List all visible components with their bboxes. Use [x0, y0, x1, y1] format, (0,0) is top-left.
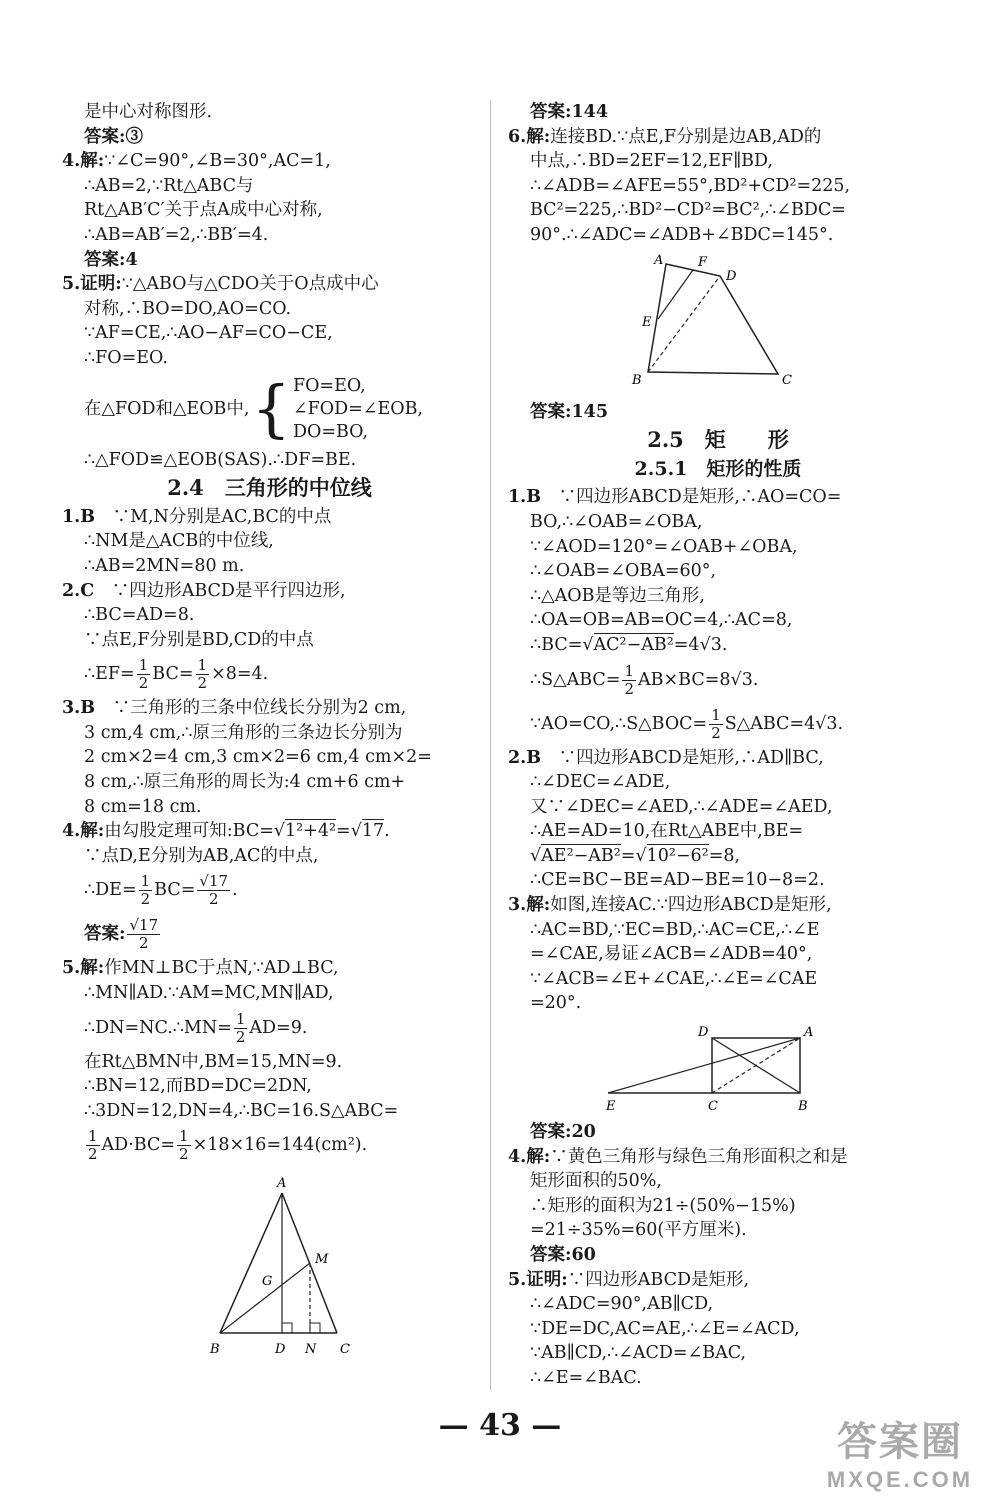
subsection-heading: 2.5.1 矩形的性质 — [634, 457, 802, 480]
answer-line: 答案:4 — [84, 249, 138, 270]
text-line: ∵∠ACB=∠E+∠CAE,∴∠E=∠CAE — [530, 968, 818, 989]
formula-line: ∴DE= $\frac{1}{2}$ BC= $\frac{√17}{2}$ . — [84, 872, 238, 909]
text-line: =21÷35%=60(平方厘米). — [530, 1220, 747, 1241]
text-line: ∵四边形ABCD是平行四边形, — [111, 580, 346, 601]
text-line: 中点,∴BD=2EF=12,EF∥BD, — [530, 151, 773, 172]
text-line: ∴∠OAB=∠OBA=60°, — [530, 561, 717, 582]
question-number: 5. — [62, 274, 81, 295]
solution-tag: 证明: — [526, 1269, 568, 1290]
svg-text:F: F — [698, 254, 708, 270]
svg-text:B: B — [632, 372, 642, 388]
formula-line: √AE²−AB²=√10²−6²=8, — [530, 845, 741, 866]
question-number: 1. — [62, 506, 81, 527]
text-line: ∴矩形的面积为21÷(50%−15%) — [530, 1195, 796, 1216]
question-number: 2. — [62, 580, 81, 601]
text-line: ∵黄色三角形与绿色三角形面积之和是 — [550, 1146, 848, 1167]
text-line: 8 cm=18 cm. — [84, 796, 202, 817]
watermark — [810, 1410, 990, 1493]
text-line: ∵△ABO与△CDO关于O点成中心 — [121, 274, 379, 295]
text-line: ∵AB∥CD,∴∠ACD=∠BAC, — [530, 1343, 747, 1364]
page-number: — 43 — — [438, 1408, 562, 1443]
text-line: 矩形面积的50%, — [530, 1171, 662, 1192]
svg-text:G: G — [262, 1274, 273, 1290]
text-line: ∴∠ADB=∠AFE=55°,BD²+CD²=225, — [530, 175, 851, 196]
svg-text:E: E — [606, 1099, 616, 1115]
svg-text:A: A — [804, 1025, 814, 1041]
text-line: ∴AC=BD,∵EC=BD,∴AC=CE,∴∠E — [530, 919, 820, 940]
text-line: ∴AB=2MN=80 m. — [84, 555, 245, 576]
system-row: ∠FOD=∠EOB, — [292, 398, 423, 419]
text-line: ∴CE=BC−BE=AD−BE=10−8=2. — [530, 870, 825, 891]
solution-tag: 解: — [80, 958, 105, 979]
text-line: ∴AB=AB′=2,∴BB′=4. — [84, 224, 269, 245]
text-line: 90°.∴∠ADC=∠ADB+∠BDC=145°. — [530, 224, 834, 245]
solution-tag: 解: — [526, 1146, 551, 1167]
svg-text:D: D — [698, 1025, 709, 1041]
choice-answer: B — [80, 506, 96, 527]
solution-tag: 解: — [80, 151, 105, 172]
solution-tag: 解: — [526, 126, 551, 147]
rectangle-figure — [508, 1022, 928, 1114]
text-line: 又∵∠DEC=∠AED,∴∠ADE=∠AED, — [530, 796, 833, 817]
quadrilateral-figure — [508, 254, 928, 394]
question-number: 6. — [508, 126, 527, 147]
equation-system: 在△FOD和△EOB中, { FO=EO, ∠FOD=∠EOB, DO=BO, — [84, 372, 423, 446]
svg-text:D: D — [726, 268, 737, 284]
text-line: ∵四边形ABCD是矩形,∴AD∥BC, — [558, 747, 824, 768]
question-number: 5. — [508, 1269, 527, 1290]
choice-answer: B — [526, 487, 542, 508]
svg-text:N: N — [305, 1342, 317, 1358]
section-heading: 2.5 矩 形 — [647, 427, 789, 453]
question-number: 4. — [508, 1146, 527, 1167]
text-line: ∴MN∥AD.∵AM=MC,MN∥AD, — [84, 983, 334, 1004]
text-line: ∵AF=CE,∴AO−AF=CO−CE, — [84, 323, 333, 344]
system-row: FO=EO, — [292, 375, 366, 396]
text-line: ∵∠AOD=120°=∠OAB+∠OBA, — [530, 536, 798, 557]
text-line: ∵点D,E分别为AB,AC的中点, — [84, 845, 319, 866]
text-line: ∵三角形的三条中位线长分别为2 cm, — [112, 698, 407, 719]
svg-text:A: A — [654, 253, 664, 268]
text-line: ∴∠ADC=90°,AB∥CD, — [530, 1294, 714, 1315]
text-line: ∴BN=12,而BD=DC=2DN, — [84, 1076, 312, 1097]
text-line: BC²=225,∴BD²−CD²=BC²,∴∠BDC= — [530, 200, 846, 221]
text-line: ∴∠E=∠BAC. — [530, 1367, 642, 1388]
formula-line: ∵AO=CO,∴S△BOC= $\frac{1}{2}$ S△ABC=4√3. — [530, 705, 844, 742]
text-line: ∴3DN=12,DN=4,∴BC=16.S△ABC= — [84, 1100, 399, 1121]
solution-tag: 证明: — [80, 274, 122, 295]
question-number: 3. — [508, 895, 527, 916]
text-line: ∵四边形ABCD是矩形, — [567, 1269, 750, 1290]
choice-answer: B — [526, 747, 542, 768]
svg-text:E: E — [642, 314, 652, 330]
text-line: 连接BD.∵点E,F分别是边AB,AD的 — [550, 126, 822, 147]
text-line: ∴△AOB是等边三角形, — [530, 585, 705, 606]
text-line: 如图,连接AC.∵四边形ABCD是矩形, — [550, 895, 832, 916]
answer-line: 答案:145 — [530, 401, 608, 422]
text-line: BO,∴∠OAB=∠OBA, — [530, 511, 703, 532]
question-number: 4. — [62, 151, 81, 172]
text-line: 作MN⊥BC于点N,∵AD⊥BC, — [104, 958, 339, 979]
choice-answer: C — [80, 580, 95, 601]
section-heading: 2.4 三角形的中位线 — [167, 475, 372, 501]
svg-text:B: B — [798, 1099, 808, 1115]
svg-text:C: C — [708, 1099, 718, 1115]
svg-text:M: M — [315, 1252, 329, 1268]
text-line: 2 cm×2=4 cm,3 cm×2=6 cm,4 cm×2= — [84, 747, 432, 768]
text-line: 在Rt△BMN中,BM=15,MN=9. — [84, 1051, 343, 1072]
text-line: 8 cm,∴原三角形的周长为:4 cm+6 cm+ — [84, 772, 406, 793]
text-line: 在△FOD和△EOB中, — [84, 398, 250, 419]
text-line: ∴△FOD≌△EOB(SAS).∴DF=BE. — [84, 449, 357, 470]
right-column — [508, 100, 928, 1391]
watermark-logo: 答案圈 — [837, 1420, 963, 1464]
text-line: ∴FO=EO. — [84, 347, 168, 368]
question-number: 1. — [508, 487, 527, 508]
formula-line: 4.解:由勾股定理可知:BC=√1²+4²=√17. — [62, 821, 390, 842]
question-number: 3. — [62, 698, 81, 719]
triangle-figure — [62, 1173, 477, 1363]
formula-line: ∴DN=NC.∴MN= $\frac{1}{2}$ AD=9. — [84, 1009, 308, 1046]
svg-text:D: D — [275, 1342, 286, 1358]
answer-line: 答案:144 — [530, 102, 608, 122]
column-divider — [490, 100, 491, 1390]
text-line: Rt△AB′C′关于点A成中心对称, — [84, 200, 323, 221]
text-line: ∵四边形ABCD是矩形,∴AO=CO= — [558, 487, 842, 508]
answer-line: 答案:③ — [84, 126, 143, 147]
formula-line: ∴BC=√AC²−AB²=4√3. — [530, 634, 728, 655]
formula-line: ∴S△ABC= $\frac{1}{2}$ AB×BC=8√3. — [530, 661, 759, 698]
svg-text:C: C — [782, 372, 792, 388]
answer-line: 答案:20 — [530, 1122, 596, 1143]
text-line: ∴OA=OB=AB=OC=4,∴AC=8, — [530, 610, 793, 631]
svg-text:C: C — [340, 1342, 350, 1358]
text-line: 是中心对称图形. — [84, 102, 213, 122]
answer-line: 答案: $\frac{√17}{2}$ — [84, 916, 159, 953]
question-number: 2. — [508, 747, 527, 768]
text-line: ∴BC=AD=8. — [84, 605, 195, 626]
question-number: 5. — [62, 958, 81, 979]
text-line: 3 cm,4 cm,∴原三角形的三条边长分别为 — [84, 722, 403, 743]
formula-line: $\frac{1}{2}$ AD·BC= $\frac{1}{2}$ ×18×16=144(cm²). — [88, 1127, 368, 1164]
left-column — [62, 100, 477, 1369]
text-line: =∠CAE,易证∠ACB=∠ADB=40°, — [530, 944, 813, 965]
text-line: ∵DE=DC,AC=AE,∴∠E=∠ACD, — [530, 1318, 800, 1339]
text-line: ∴∠DEC=∠ADE, — [530, 772, 671, 793]
text-line: ∴NM是△ACB的中位线, — [84, 531, 274, 552]
text-line: ∴AB=2,∵Rt△ABC与 — [84, 175, 254, 196]
formula-line: ∴EF= $\frac{1}{2}$ BC= $\frac{1}{2}$ ×8=4. — [84, 656, 269, 693]
text-line: 对称,∴BO=DO,AO=CO. — [84, 298, 292, 319]
text-line: =20°. — [530, 993, 582, 1014]
text-line: ∵M,N分别是AC,BC的中点 — [112, 506, 332, 527]
text-line: ∴AE=AD=10,在Rt△ABE中,BE= — [530, 821, 804, 842]
svg-text:B: B — [210, 1342, 220, 1358]
watermark-url: MXQE.COM — [826, 1467, 974, 1492]
choice-answer: B — [80, 698, 96, 719]
text-line: ∵∠C=90°,∠B=30°,AC=1, — [104, 151, 331, 172]
system-row: DO=BO, — [292, 421, 369, 442]
answer-line: 答案:60 — [530, 1245, 596, 1265]
svg-text:A: A — [277, 1176, 287, 1192]
text-line: ∵点E,F分别是BD,CD的中点 — [84, 629, 314, 650]
solution-tag: 解: — [526, 895, 551, 916]
